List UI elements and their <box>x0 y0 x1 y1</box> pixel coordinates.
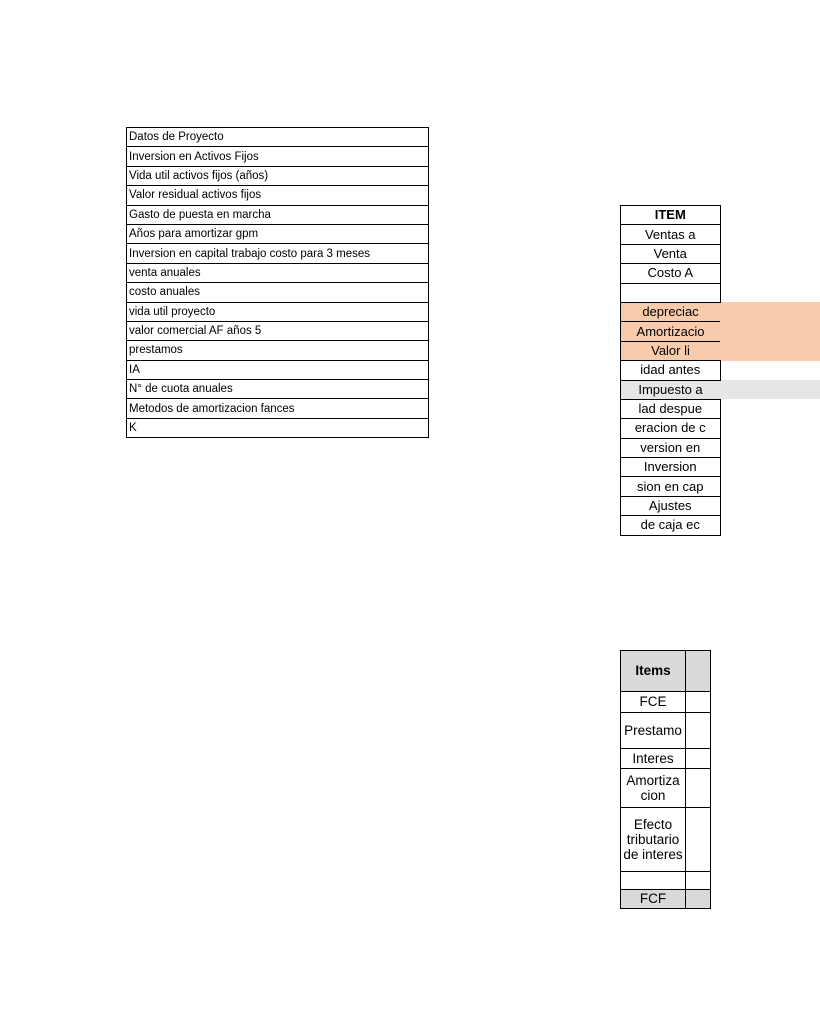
table-row <box>127 399 429 418</box>
table-row <box>127 263 429 282</box>
financing-table-clip <box>620 650 685 906</box>
table-row <box>127 244 429 263</box>
cash-flow-table <box>620 205 820 536</box>
table-row <box>621 890 711 909</box>
table-row <box>621 749 711 769</box>
item-cell: Amortiza cion <box>621 769 686 808</box>
header-cell: Items <box>621 651 686 692</box>
data-cell: Inversion en capital trabajo costo para 3 meses <box>127 244 429 263</box>
table-row <box>621 477 820 496</box>
table-row <box>127 418 429 437</box>
cash-flow-table-clip <box>620 205 748 537</box>
table-row <box>621 713 711 749</box>
item-cell: version en <box>621 438 721 457</box>
data-cell: Gasto de puesta en marcha <box>127 205 429 224</box>
table-row <box>621 808 711 872</box>
item-cell: Venta <box>621 244 721 263</box>
item-cell: Valor li <box>621 341 721 360</box>
item-cell: Amortizacio <box>621 322 721 341</box>
table-row <box>621 419 820 438</box>
item-cell: Interes <box>621 749 686 769</box>
table-row <box>621 361 820 380</box>
data-cell: Valor residual activos fijos <box>127 186 429 205</box>
table-row <box>127 302 429 321</box>
item-cell: Ventas a <box>621 225 721 244</box>
item-cell: Prestamo <box>621 713 686 749</box>
table-row <box>127 128 429 147</box>
table-row <box>621 244 820 263</box>
table-row <box>621 399 820 418</box>
table-row <box>621 692 711 713</box>
item-cell: lad despue <box>621 399 721 418</box>
table-row <box>621 264 820 283</box>
table-row <box>127 341 429 360</box>
table-row <box>127 147 429 166</box>
table-row <box>127 166 429 185</box>
table-header-row <box>621 206 820 225</box>
data-cell: Años para amortizar gpm <box>127 224 429 243</box>
table-row <box>127 283 429 302</box>
project-data-table <box>126 127 429 438</box>
data-cell: Vida util activos fijos (años) <box>127 166 429 185</box>
data-cell: Inversion en Activos Fijos <box>127 147 429 166</box>
table-row <box>621 769 711 808</box>
item-cell <box>621 283 721 302</box>
item-cell: Inversion <box>621 458 721 477</box>
data-cell: Datos de Proyecto <box>127 128 429 147</box>
item-cell: FCF <box>621 890 686 909</box>
data-cell: N° de cuota anuales <box>127 380 429 399</box>
table-row <box>127 380 429 399</box>
table-header-row <box>621 651 711 692</box>
table-row <box>621 496 820 515</box>
data-cell: vida util proyecto <box>127 302 429 321</box>
item-cell: Efecto tributario de interes <box>621 808 686 872</box>
data-cell: costo anuales <box>127 283 429 302</box>
data-cell: Metodos de amortizacion fances <box>127 399 429 418</box>
table-row <box>127 321 429 340</box>
table-row <box>621 516 820 535</box>
table-row <box>127 186 429 205</box>
item-cell: Ajustes <box>621 496 721 515</box>
data-cell: venta anuales <box>127 263 429 282</box>
item-cell: idad antes <box>621 361 721 380</box>
header-cell: ITEM <box>621 206 721 225</box>
financing-table <box>620 650 711 909</box>
table-row <box>127 224 429 243</box>
item-cell: Impuesto a <box>621 380 721 399</box>
item-cell: depreciac <box>621 302 721 321</box>
table-row <box>621 438 820 457</box>
item-cell <box>621 872 686 890</box>
table-row <box>621 283 820 302</box>
table-row <box>621 225 820 244</box>
table-row <box>621 302 820 321</box>
data-cell: prestamos <box>127 341 429 360</box>
item-cell: Costo A <box>621 264 721 283</box>
table-row <box>621 380 820 399</box>
table-row <box>621 322 820 341</box>
table-row <box>621 458 820 477</box>
data-cell: IA <box>127 360 429 379</box>
table-row <box>127 360 429 379</box>
data-cell: K <box>127 418 429 437</box>
item-cell: FCE <box>621 692 686 713</box>
item-cell: de caja ec <box>621 516 721 535</box>
item-cell: sion en cap <box>621 477 721 496</box>
table-row <box>127 205 429 224</box>
data-cell: valor comercial AF años 5 <box>127 321 429 340</box>
table-row <box>621 341 820 360</box>
item-cell: eracion de c <box>621 419 721 438</box>
table-row <box>621 872 711 890</box>
